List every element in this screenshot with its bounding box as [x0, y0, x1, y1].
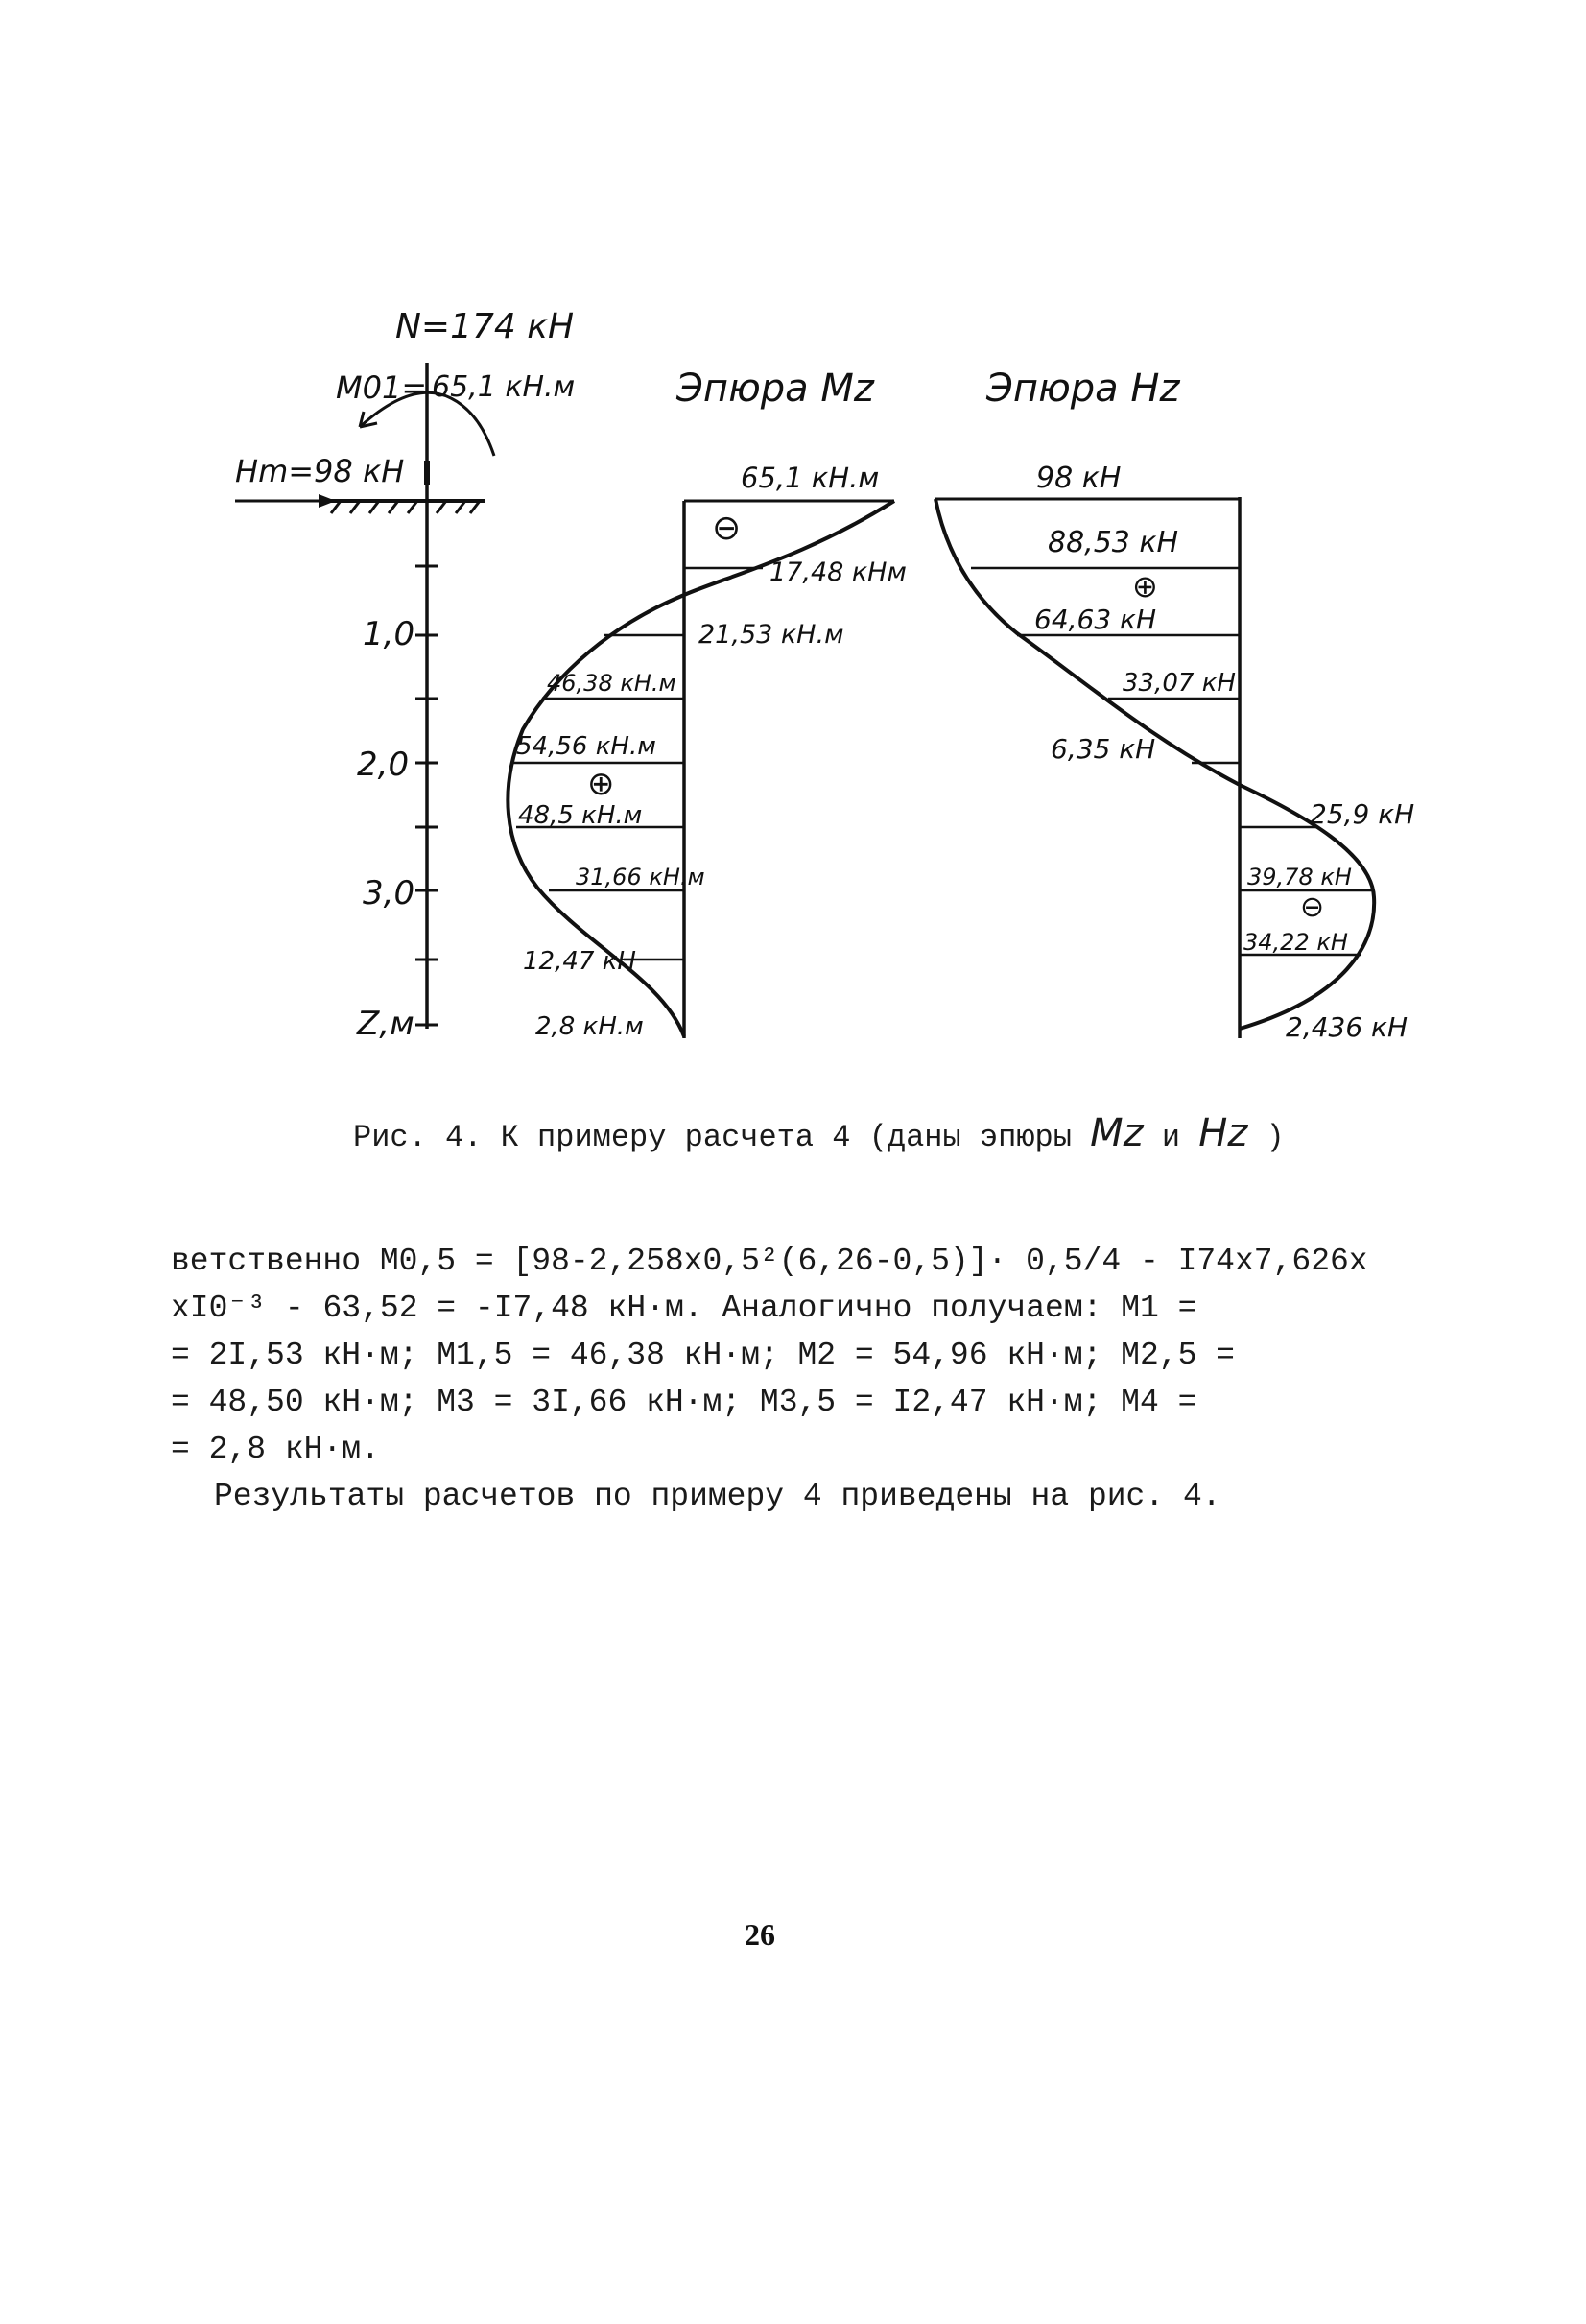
moment-label-3-5: 12,47 кН	[523, 947, 636, 976]
body-line-1: ветственно M0,5 = [98-2,258x0,5²(6,26-0,5)]· 0,5/4 - I74x7,626x	[171, 1244, 1368, 1279]
body-text	[171, 1238, 1408, 1520]
caption-symbol-hz: Hz	[1198, 1111, 1248, 1155]
body-line-2: xI0⁻³ - 63,52 = -I7,48 кН·м. Аналогично получаем: M1 =	[171, 1291, 1197, 1326]
moment-label-3: 31,66 кН.м	[576, 864, 705, 890]
caption-symbol-mz: Mz	[1090, 1111, 1144, 1155]
pile-scheme	[235, 307, 575, 1043]
shear-positive-sign: ⊕	[1132, 568, 1158, 605]
horizontal-force-label: Hm=98 кН	[235, 453, 405, 489]
depth-label-2: 2,0	[357, 746, 410, 784]
shear-label-3: 39,78 кН	[1247, 864, 1352, 890]
shear-label-3-5: 34,22 кН	[1243, 929, 1348, 956]
pile-diagrams-figure	[0, 0, 1586, 1094]
moment-diagram-title: Эпюра Mz	[676, 367, 874, 411]
caption-text-mid: и	[1143, 1120, 1199, 1155]
shear-diagram	[935, 367, 1414, 1043]
moment-label-1: 21,53 кН.м	[698, 620, 844, 650]
moment-label-1-5: 46,38 кН.м	[547, 670, 676, 697]
body-line-5: = 2,8 кН·м.	[171, 1432, 380, 1467]
axial-force-label: N=174 кН	[395, 307, 575, 346]
shear-diagram-title: Эпюра Hz	[986, 367, 1180, 411]
shear-label-0-5: 88,53 кН	[1048, 526, 1179, 559]
page-number: 26	[745, 1917, 775, 1952]
moment-negative-sign: ⊖	[712, 509, 742, 548]
shear-label-2: 6,35 кН	[1051, 733, 1156, 765]
shear-label-1-5: 33,07 кН	[1123, 669, 1236, 698]
moment-m01-label: M01=	[336, 369, 428, 406]
moment-label-0: 65,1 кН.м	[741, 462, 880, 494]
caption-text-after: )	[1247, 1120, 1285, 1155]
shear-label-2-5: 25,9 кН	[1310, 798, 1415, 830]
shear-label-4: 2,436 кН	[1286, 1011, 1408, 1043]
caption-text-before: Рис. 4. К примеру расчета 4 (даны эпюры	[353, 1120, 1091, 1155]
body-line-4: = 48,50 кН·м; M3 = 3I,66 кН·м; M3,5 = I2,47 кН·м; M4 =	[171, 1385, 1197, 1420]
shear-label-1: 64,63 кН	[1034, 604, 1157, 635]
moment-m01-value: 65,1 кН.м	[432, 370, 576, 404]
moment-label-2: 54,56 кН.м	[516, 732, 656, 761]
moment-label-0-5: 17,48 кНм	[769, 557, 907, 587]
figure-caption	[353, 1111, 1285, 1155]
depth-label-3: 3,0	[363, 874, 415, 913]
depth-axis-label: Z,м	[357, 1005, 414, 1043]
moment-label-4: 2,8 кН.м	[535, 1012, 644, 1041]
body-line-3: = 2I,53 кН·м; M1,5 = 46,38 кН·м; M2 = 54,96 кН·м; M2,5 =	[171, 1338, 1235, 1373]
moment-diagram	[508, 367, 906, 1041]
shear-label-0: 98 кН	[1036, 462, 1122, 495]
depth-label-1: 1,0	[363, 615, 415, 653]
body-line-6: Результаты расчетов по примеру 4 приведены на рис. 4.	[214, 1479, 1221, 1514]
shear-negative-sign: ⊖	[1300, 890, 1325, 924]
moment-label-2-5: 48,5 кН.м	[518, 801, 643, 830]
moment-positive-sign: ⊕	[587, 765, 615, 803]
